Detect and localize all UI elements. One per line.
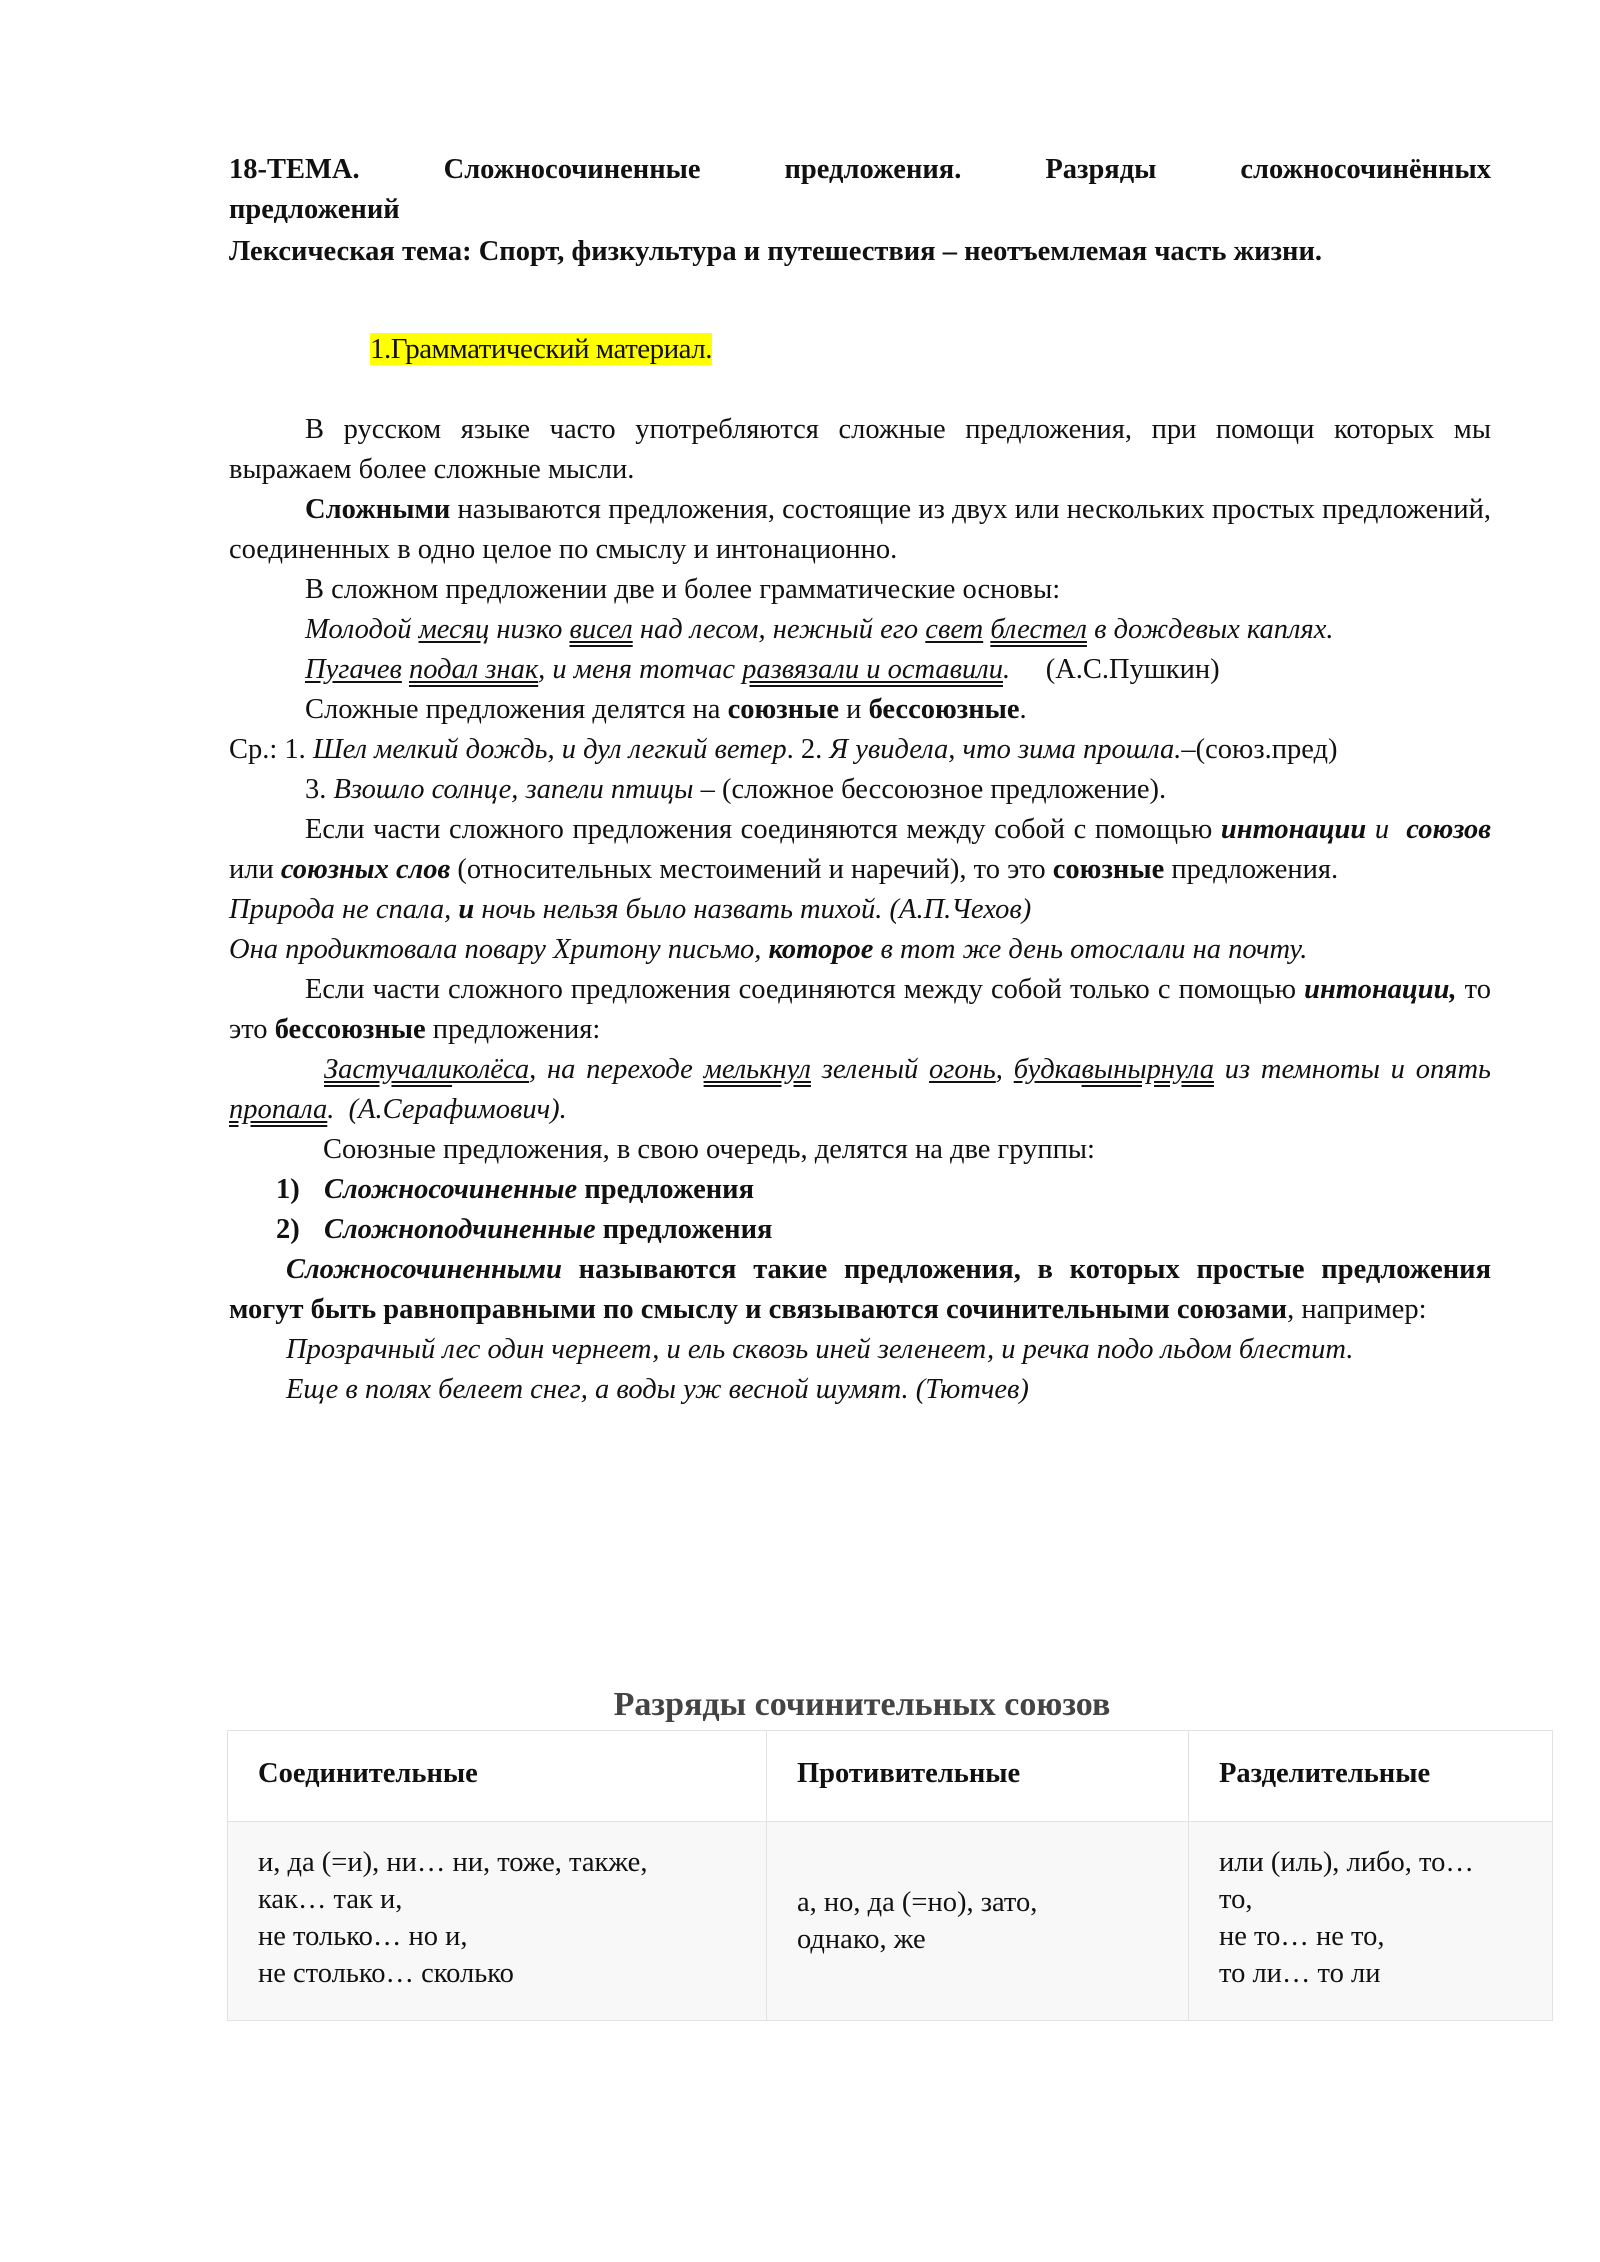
example-text: , и меня тотчас <box>538 654 743 685</box>
paragraph-compound-def <box>229 1250 1491 1330</box>
paragraph-text: и <box>839 694 869 725</box>
example-source: (А.С.Пушкин) <box>1010 654 1220 685</box>
paragraph-text: . <box>1019 694 1027 725</box>
title-word: 18-ТЕМА. <box>229 154 360 185</box>
example-text: зеленый <box>810 1054 930 1085</box>
example-text <box>402 654 409 685</box>
paragraph-text: – (сложное бессоюзное предложение). <box>693 774 1167 805</box>
list-text: предложения <box>595 1214 773 1245</box>
list-item <box>276 1210 1491 1250</box>
list-item <box>276 1170 1491 1210</box>
paragraph-text: то это <box>229 974 1491 1045</box>
paragraph-text: Сложные предложения делятся на <box>305 694 728 725</box>
cell-line: то, <box>1219 1884 1253 1915</box>
cell-adversative <box>767 1822 1189 2021</box>
paragraph-compare <box>229 730 1491 770</box>
term-asyndetic: бессоюзные <box>868 694 1020 725</box>
topic-title-line-2: предложений <box>229 194 400 225</box>
subject-underline: месяц <box>418 614 490 645</box>
header-connective: Соединительные <box>228 1731 767 1822</box>
cell-line: или (иль), либо, то… <box>1219 1847 1474 1878</box>
term-conjunctive: союзные <box>727 694 840 725</box>
cell-line: не то… не то, <box>1219 1921 1385 1952</box>
paragraph-text: предложения: <box>425 1014 601 1045</box>
predicate-underline: Застучали <box>324 1054 453 1085</box>
cell-line: то ли… то ли <box>1219 1958 1381 1989</box>
paragraph-text: 3. <box>305 774 334 805</box>
conjunctions-table <box>227 1730 1553 2021</box>
example-sentence-1 <box>229 610 1491 650</box>
definition-text: называются такие предложения, в которых простые предложения могут быть равноправными по смыслу и связываются сочинительными союзами <box>229 1254 1491 1325</box>
list-term: Сложноподчиненные <box>324 1214 596 1245</box>
example-conjunction: и <box>458 894 475 925</box>
paragraph-text: . 2. <box>786 734 830 765</box>
types-list <box>229 1170 1491 1250</box>
title-word: Разряды <box>1045 154 1157 185</box>
paragraph-conjunctive-def <box>229 810 1491 890</box>
term-complex: Сложными <box>305 494 451 525</box>
cell-line: а, но, да (=но), зато, <box>797 1887 1038 1918</box>
term-intonation: интонации, <box>1304 974 1457 1005</box>
example-inline: Шел мелкий дождь, и дул легкий ветер <box>312 734 787 765</box>
example-text: , <box>995 1054 1014 1085</box>
example-text: в дождевых каплях. <box>1086 614 1334 645</box>
table-header-row <box>228 1731 1553 1822</box>
example-text: Молодой <box>305 614 419 645</box>
subject-underline: будка <box>1013 1054 1082 1085</box>
paragraph-text: (относительных местоимений и наречий), то это <box>450 854 1053 885</box>
predicate-underline: мелькнул <box>703 1054 811 1085</box>
example-inline: Взошло солнце, запели птицы <box>333 774 694 805</box>
table-row <box>228 1822 1553 2021</box>
paragraph-text: предложения. <box>1164 854 1339 885</box>
list-term: Сложносочиненные <box>324 1174 578 1205</box>
list-text: предложения <box>577 1174 755 1205</box>
example-text: Она продиктовала повару Хритону письмо, <box>229 934 769 965</box>
paragraph-text: или <box>229 854 281 885</box>
example-text: ночь нельзя было назвать тихой. (А.П.Чехов) <box>474 894 1032 925</box>
example-sentence-7 <box>229 1370 1491 1410</box>
predicate-underline: развязали и оставили <box>742 654 1003 685</box>
predicate-underline: пропала <box>229 1094 328 1125</box>
paragraph-text: Ср.: 1. <box>229 734 313 765</box>
term-compound: Сложносочиненными <box>286 1254 562 1285</box>
example-sentence-6 <box>229 1330 1491 1370</box>
predicate-underline: висел <box>569 614 633 645</box>
definition-text: называются предложения, состоящие из двух или нескольких простых предложений, соединенных в одно целое по смыслу и интонационно. <box>229 494 1491 565</box>
paragraph-groups: Союзные предложения, в свою очередь, делятся на две группы: <box>323 1134 1095 1165</box>
example-text: Природа не спала, <box>229 894 459 925</box>
paragraph-text: , например: <box>1287 1294 1427 1325</box>
predicate-underline: подал знак <box>408 654 539 685</box>
example-text: низко <box>489 614 570 645</box>
cell-line: однако, же <box>797 1924 926 1955</box>
term-asyndetic: бессоюзные <box>274 1014 426 1045</box>
paragraph-text: Если части сложного предложения соединяются между собой с помощью <box>305 814 1221 845</box>
example-text: , на переходе <box>529 1054 704 1085</box>
paragraph-text: и <box>1366 814 1407 845</box>
example-sentence-2 <box>229 650 1491 690</box>
topic-title <box>229 150 1491 230</box>
section-heading-label: 1.Грамматический материал. <box>370 333 712 365</box>
paragraph-grammar-bases: В сложном предложении две и более грамматические основы: <box>305 574 1061 605</box>
title-word: Сложносочиненные <box>443 154 701 185</box>
topic-title-line-1 <box>229 150 1491 190</box>
paragraph-asyndetic-def <box>229 970 1491 1050</box>
example-conjunctive-word: которое <box>768 934 874 965</box>
example-text: Еще в полях белеет снег, а воды уж весной шумят. (Тютчев) <box>286 1374 1029 1405</box>
example-text: Прозрачный лес один чернеет, и ель сквозь иней зеленеет, и речка подо льдом блестит. <box>286 1334 1354 1365</box>
paragraph-text: –(союз.пред) <box>1181 734 1338 765</box>
list-number: 1) <box>276 1174 300 1205</box>
paragraph-compare-3 <box>229 770 1491 810</box>
cell-disjunctive <box>1189 1822 1553 2021</box>
example-sentence-4 <box>229 930 1491 970</box>
example-text: из темноты и опять <box>1213 1054 1491 1085</box>
subject-underline: свет <box>925 614 984 645</box>
subject-underline: Пугачев <box>305 654 402 685</box>
example-source: . (А.Серафимович). <box>327 1094 567 1125</box>
example-text: в тот же день отослали на почту. <box>873 934 1308 965</box>
example-text: над лесом, нежный его <box>632 614 926 645</box>
paragraph-text: Если части сложного предложения соединяются между собой только с помощью <box>305 974 1305 1005</box>
example-sentence-3 <box>229 890 1491 930</box>
paragraph-division <box>229 690 1491 730</box>
term-conjunctive-words: союзных слов <box>280 854 451 885</box>
title-word: предложения. <box>784 154 962 185</box>
cell-line: не только… но и, <box>258 1921 468 1952</box>
cell-connective <box>228 1822 767 2021</box>
cell-line: и, да (=и), ни… ни, тоже, также, <box>258 1847 648 1878</box>
predicate-underline: блестел <box>990 614 1087 645</box>
example-sentence-5 <box>229 1050 1491 1130</box>
table-title: Разряды сочинительных союзов <box>613 1686 1111 1723</box>
list-number: 2) <box>276 1214 300 1245</box>
header-disjunctive: Разделительные <box>1189 1731 1553 1822</box>
section-heading <box>229 329 1491 369</box>
title-word: сложносочинённых <box>1240 154 1491 185</box>
paragraph-definition-complex <box>229 490 1491 570</box>
lexical-topic: Лексическая тема: Спорт, физкультура и путешествия – неотъемлемая часть жизни. <box>229 236 1323 267</box>
subject-underline: колёса <box>452 1054 530 1085</box>
term-conjunctive: союзные <box>1052 854 1165 885</box>
term-conjunctions: союзов <box>1406 814 1492 845</box>
example-text: . <box>1002 654 1011 685</box>
paragraph-intro: В русском языке часто употребляются сложные предложения, при помощи которых мы выражаем более сложные мысли. <box>229 414 1491 485</box>
cell-line: как… так и, <box>258 1884 403 1915</box>
cell-line: не столько… сколько <box>258 1958 514 1989</box>
example-inline: Я увидела, что зима прошла. <box>829 734 1182 765</box>
predicate-underline: вынырнула <box>1081 1054 1214 1085</box>
header-adversative: Противительные <box>767 1731 1189 1822</box>
document-body <box>229 150 1491 1410</box>
subject-underline: огонь <box>929 1054 996 1085</box>
term-intonation: интонации <box>1220 814 1367 845</box>
